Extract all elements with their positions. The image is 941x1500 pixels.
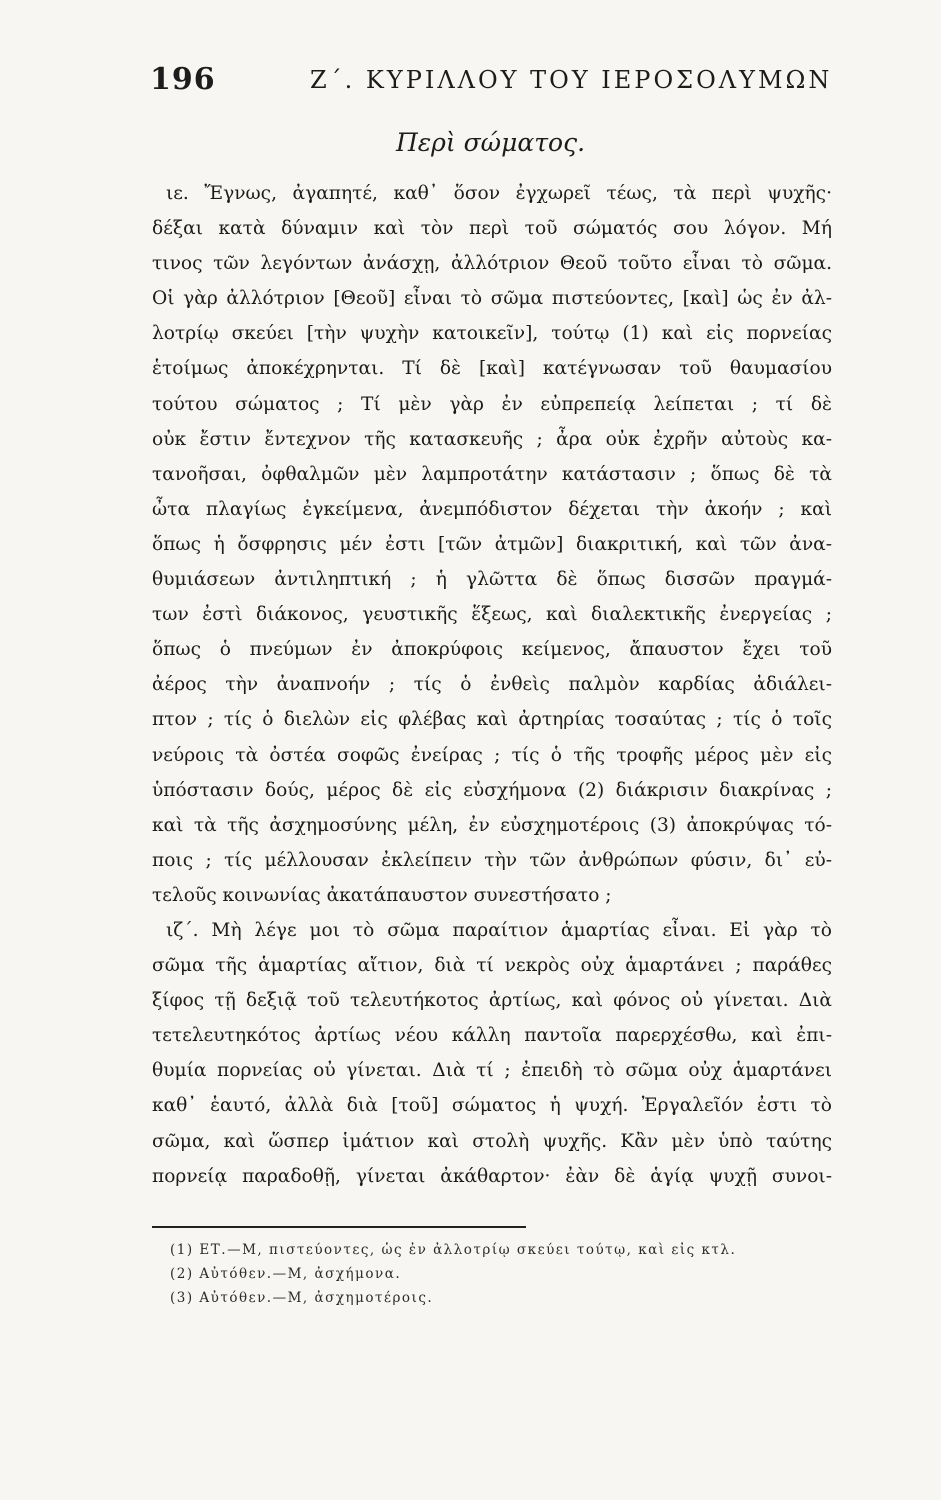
footnote: (1) ΕΤ.—Μ, πιστεύοντες, ὡς ἐν ἀλλοτρίῳ σκεύει τούτῳ, καὶ εἰς κτλ.: [170, 1242, 737, 1258]
text-line: σῶμα τῆς ἁμαρτίας αἴτιον, διὰ τί νεκρὸς οὐχ ἁμαρτάνει ; παράθες: [152, 955, 832, 977]
text-line: ἑτοίμως ἀποκέχρηνται. Τί δὲ [καὶ] κατέγνωσαν τοῦ θαυμασίου: [152, 358, 832, 380]
text-line: πορνείᾳ παραδοθῇ, γίνεται ἀκάθαρτον· ἐὰν δὲ ἁγίᾳ ψυχῇ συνοι-: [152, 1165, 832, 1187]
text-line: ἀέρος τὴν ἀναπνοήν ; τίς ὁ ἐνθεὶς παλμὸν καρδίας ἀδιάλει-: [152, 674, 832, 696]
text-line: τετελευτηκότος ἀρτίως νέου κάλλη παντοῖα παρερχέσθω, καὶ ἐπι-: [152, 1025, 832, 1047]
footnotes: [170, 1238, 830, 1310]
footnote: (2) Αὐτόθεν.—Μ, ἀσχήμονα.: [170, 1266, 402, 1282]
running-title: Ζ΄. ΚΥΡΙΛΛΟΥ ΤΟΥ ΙΕΡΟΣΟΛΥΜΩΝ: [310, 66, 833, 94]
text-line: δέξαι κατὰ δύναμιν καὶ τὸν περὶ τοῦ σώματός σου λόγον. Μή: [152, 218, 832, 240]
text-line: καθ᾿ ἑαυτό, ἀλλὰ διὰ [τοῦ] σώματος ἡ ψυχή. Ἐργαλεῖόν ἐστι τὸ: [152, 1095, 832, 1117]
page-number: 196: [150, 62, 216, 97]
text-line: ποις ; τίς μέλλουσαν ἐκλείπειν τὴν τῶν ἀνθρώπων φύσιν, δι᾿ εὐ-: [152, 849, 832, 871]
text-line: Οἱ γὰρ ἀλλότριον [Θεοῦ] εἶναι τὸ σῶμα πιστεύοντες, [καὶ] ὡς ἐν ἀλ-: [152, 288, 832, 310]
text-line: πτον ; τίς ὁ διελὼν εἰς φλέβας καὶ ἀρτηρίας τοσαύτας ; τίς ὁ τοῖς: [152, 709, 832, 731]
text-line: οὐκ ἔστιν ἔντεχνον τῆς κατασκευῆς ; ἆρα οὐκ ἐχρῆν αὐτοὺς κα-: [152, 428, 832, 450]
text-line: ὅπως ἡ ὄσφρησις μέν ἐστι [τῶν ἀτμῶν] διακριτική, καὶ τῶν ἀνα-: [152, 533, 832, 555]
text-line: ιζ΄. Μὴ λέγε μοι τὸ σῶμα παραίτιον ἁμαρτίας εἶναι. Εἰ γὰρ τὸ: [166, 919, 832, 941]
text-line: καὶ τὰ τῆς ἀσχημοσύνης μέλη, ἐν εὐσχημοτέροις (3) ἀποκρύψας τό-: [152, 814, 832, 836]
text-line: ὅπως ὁ πνεύμων ἐν ἀποκρύφοις κείμενος, ἄπαυστον ἔχει τοῦ: [152, 639, 832, 661]
text-line: σῶμα, καὶ ὥσπερ ἱμάτιον καὶ στολὴ ψυχῆς. Κἂν μὲν ὑπὸ ταύτης: [152, 1130, 832, 1152]
text-line: λοτρίῳ σκεύει [τὴν ψυχὴν κατοικεῖν], τούτῳ (1) καὶ εἰς πορνείας: [152, 323, 832, 345]
text-line: τανοῆσαι, ὀφθαλμῶν μὲν λαμπροτάτην κατάστασιν ; ὅπως δὲ τὰ: [152, 463, 832, 485]
text-line: θυμιάσεων ἀντιληπτική ; ἡ γλῶττα δὲ ὅπως δισσῶν πραγμά-: [152, 569, 832, 591]
text-line: ὑπόστασιν δούς, μέρος δὲ εἰς εὐσχήμονα (2) διάκρισιν διακρίνας ;: [152, 779, 832, 801]
text-line: νεύροις τὰ ὀστέα σοφῶς ἐνείρας ; τίς ὁ τῆς τροφῆς μέρος μὲν εἰς: [152, 744, 832, 766]
text-line: ὦτα πλαγίως ἐγκείμενα, ἀνεμπόδιστον δέχεται τὴν ἀκοήν ; καὶ: [152, 498, 832, 520]
text-line: τούτου σώματος ; Τί μὲν γὰρ ἐν εὐπρεπείᾳ λείπεται ; τί δὲ: [152, 393, 832, 415]
running-head: [150, 62, 850, 102]
footnote: (3) Αὐτόθεν.—Μ, ἀσχημοτέροις.: [170, 1290, 434, 1306]
text-line: τελοῦς κοινωνίας ἀκατάπαυστον συνεστήσατο ;: [152, 884, 612, 906]
footnote-rule: [152, 1226, 526, 1228]
section-heading: Περὶ σώματος.: [395, 128, 586, 157]
text-line: θυμία πορνείας οὐ γίνεται. Διὰ τί ; ἐπειδὴ τὸ σῶμα οὐχ ἁμαρτάνει: [152, 1060, 832, 1082]
body-text: [152, 176, 832, 1194]
text-line: τινος τῶν λεγόντων ἀνάσχῃ, ἀλλότριον Θεοῦ τοῦτο εἶναι τὸ σῶμα.: [152, 253, 832, 275]
text-line: ξίφος τῇ δεξιᾷ τοῦ τελευτήκοτος ἀρτίως, καὶ φόνος οὐ γίνεται. Διὰ: [152, 990, 832, 1012]
text-line: ιε. Ἔγνως, ἀγαπητέ, καθ᾿ ὅσον ἐγχωρεῖ τέως, τὰ περὶ ψυχῆς·: [166, 183, 832, 204]
text-line: των ἐστὶ διάκονος, γευστικῆς ἕξεως, καὶ διαλεκτικῆς ἐνεργείας ;: [152, 604, 832, 626]
